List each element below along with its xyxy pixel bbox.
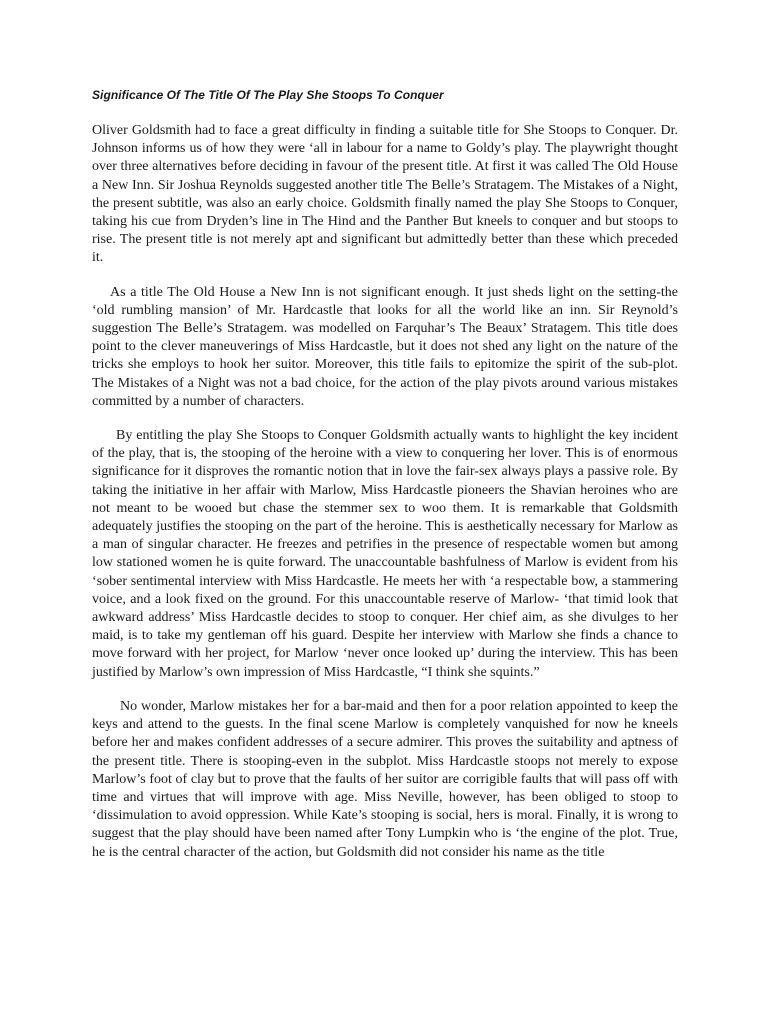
paragraph-1: Oliver Goldsmith had to face a great difficulty in finding a suitable title for She Stoops to Conquer. Dr. Johnson informs us of how they were ‘all in labour for a name to Goldy’s play. The playwright thought over three alternatives before deciding in favour of the present title. At first it was called The Old House a New Inn. Sir Joshua Reynolds suggested another title The Belle’s Stratagem. The Mistakes of a Night, the present subtitle, was also an early choice. Goldsmith finally named the play She Stoops to Conquer, taking his cue from Dryden’s line in The Hind and the Panther But kneels to conquer and but stoops to rise. The present title is not merely apt and significant but admittedly better than these which preceded it. [92,123,678,266]
paragraph-2: As a title The Old House a New Inn is not significant enough. It just sheds light on the setting-the ‘old rumbling mansion’ of Mr. Hardcastle that looks for all the world like an inn. Sir Reynold’s suggestion The Belle’s Stratagem. was modelled on Farquhar’s The Beaux’ Stratagem. This title does point to the clever maneuverings of Miss Hardcastle, but it does not shed any light on the nature of the tricks she employs to hook her suitor. Moreover, this title fails to epitomize the spirit of the sub-plot. The Mistakes of a Night was not a bad choice, for the action of the play pivots around various mistakes committed by a number of characters. [92,284,678,409]
document-body [92,86,678,878]
document-title: Significance Of The Title Of The Play She Stoops To Conquer [92,88,444,102]
paragraph-4: No wonder, Marlow mistakes her for a bar-maid and then for a poor relation appointed to keep the keys and attend to the guests. In the final scene Marlow is completely vanquished for now he kneels before her and makes confident addresses of a secure admirer. This proves the suitability and aptness of the present title. There is stooping-even in the subplot. Miss Hardcastle stoops not merely to expose Marlow’s foot of clay but to prove that the faults of her suitor are corrigible faults that will pass off with time and virtues that will improve with age. Miss Neville, however, has been obliged to stoop to ‘dissimulation to avoid oppression. While Kate’s stooping is social, hers is moral. Finally, it is wrong to suggest that the play should have been named after Tony Lumpkin who is ‘the engine of the plot. True, he is the central character of the action, but Goldsmith did not consider his name as the title [92,698,678,860]
paragraph-3: By entitling the play She Stoops to Conquer Goldsmith actually wants to highlight the key incident of the play, that is, the stooping of the heroine with a view to conquering her lover. This is of enormous significance for it disproves the romantic notion that in love the fair-sex always plays a passive role. By taking the initiative in her affair with Marlow, Miss Hardcastle pioneers the Shavian heroines who are not meant to be wooed but chase the stemmer sex to woo them. It is remarkable that Goldsmith adequately justifies the stooping on the part of the heroine. This is aesthetically necessary for Marlow as a man of singular character. He freezes and petrifies in the presence of respectable women but among low stationed women he is quite forward. The unaccountable bashfulness of Marlow is evident from his ‘sober sentimental interview with Miss Hardcastle. He meets her with ‘a respectable bow, a stammering voice, and a look fixed on the ground. For this unaccountable reserve of Marlow- ‘that timid look that awkward address’ Miss Hardcastle decides to stoop to conquer. Her chief aim, as she divulges to her maid, is to take my gentleman off his guard. Despite her interview with Marlow she finds a chance to move forward with her project, for Marlow ‘never once looked up’ during the interview. This has been justified by Marlow’s own impression of Miss Hardcastle, “I think she squints.” [92,428,678,680]
